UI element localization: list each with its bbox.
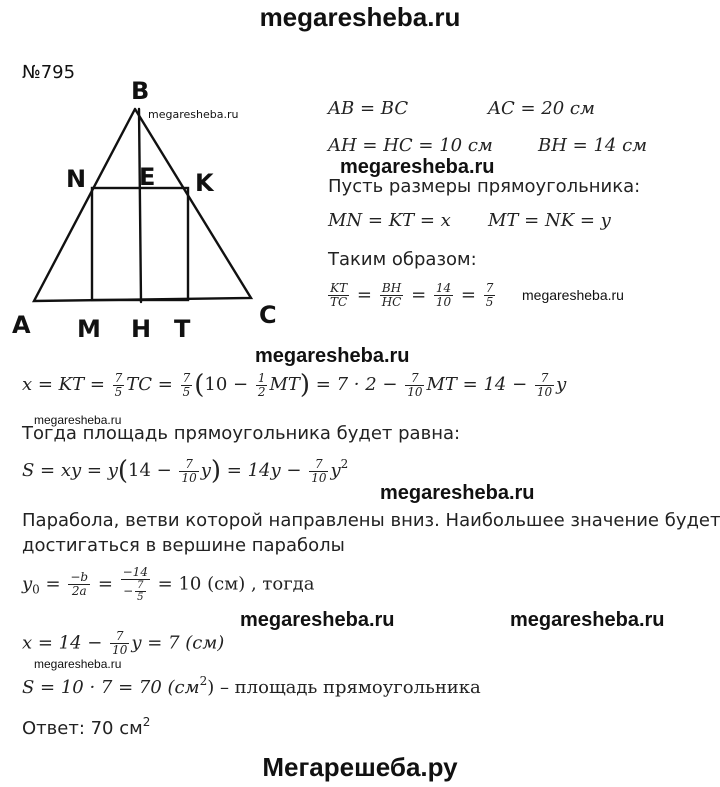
site-title: megaresheba.ru	[259, 2, 461, 32]
watermark: megaresheba.ru	[34, 657, 122, 671]
watermark: megaresheba.ru	[510, 609, 665, 631]
given-ah-hc: AH = HC = 10 см	[328, 135, 493, 156]
label-m: M	[77, 315, 101, 343]
label-n: N	[66, 165, 87, 193]
parabola-text-2: достигаться в вершине параболы	[22, 535, 345, 556]
thus-label: Таким образом:	[328, 249, 477, 270]
watermark: megaresheba.ru	[255, 345, 410, 367]
triangle-outline	[34, 109, 251, 301]
answer: Ответ: 70 $см^2$	[22, 715, 151, 739]
given-ab-bc: AB = BC	[328, 98, 409, 119]
label-h: H	[131, 315, 152, 343]
area-expression: S = xy = y(14 − $\frac{7}{10}$ y) = 14y − $\frac{7}{10}$ $y^2$	[22, 456, 349, 486]
triangle-figure	[8, 75, 298, 345]
label-a: A	[12, 311, 31, 339]
watermark: megaresheba.ru	[340, 156, 495, 178]
parabola-text-1: Парабола, ветви которой направлены вниз. Наибольшее значение будет	[22, 510, 720, 531]
dims-x: MN = KT = x	[328, 210, 451, 231]
vertex-expression: $y_0$ = $\frac{-b}{2a}$ = −14 − $\frac{7}{5}$ = 10 (см) , тогда	[22, 565, 315, 603]
label-k: K	[195, 169, 214, 197]
x-result: x = 14 − $\frac{7}{10}$ y = 7 (см)	[22, 629, 225, 657]
label-c: C	[259, 301, 277, 329]
given-bh: BH = 14 см	[538, 135, 648, 156]
watermark: megaresheba.ru	[240, 609, 395, 631]
area-intro: Тогда площадь прямоугольника будет равна:	[22, 423, 461, 444]
footer-site-title: Мегарешеба.ру	[262, 752, 458, 782]
watermark: megaresheba.ru	[34, 413, 122, 427]
altitude-bh	[139, 109, 141, 302]
label-t: T	[174, 315, 191, 343]
label-b: B	[131, 77, 150, 105]
problem-number: №795	[22, 62, 76, 83]
label-e: E	[139, 163, 156, 191]
watermark: megaresheba.ru	[380, 482, 535, 504]
area-result: S = 10 · 7 = 70 $(см^2)$ – площадь прямоугольника	[22, 674, 481, 698]
watermark: megaresheba.ru	[522, 287, 624, 303]
given-ac: AC = 20 см	[488, 98, 595, 119]
figure-watermark: megaresheba.ru	[148, 108, 239, 121]
similarity-ratio: $\frac{KT}{TC}$ = $\frac{BH}{HC}$ = $\frac{14}{10}$ = $\frac{7}{5}$	[330, 281, 494, 309]
rect-dimensions-intro: Пусть размеры прямоугольника:	[328, 176, 641, 197]
dims-y: MT = NK = y	[488, 210, 611, 231]
x-expression: x = KT = $\frac{7}{5}$ TC = $\frac{7}{5}$ (10 − $\frac{1}{2}$ MT) = 7 · 2 − $\frac{7}{10}$ MT = 14 − $\frac{7}{10}$ y	[22, 370, 567, 400]
